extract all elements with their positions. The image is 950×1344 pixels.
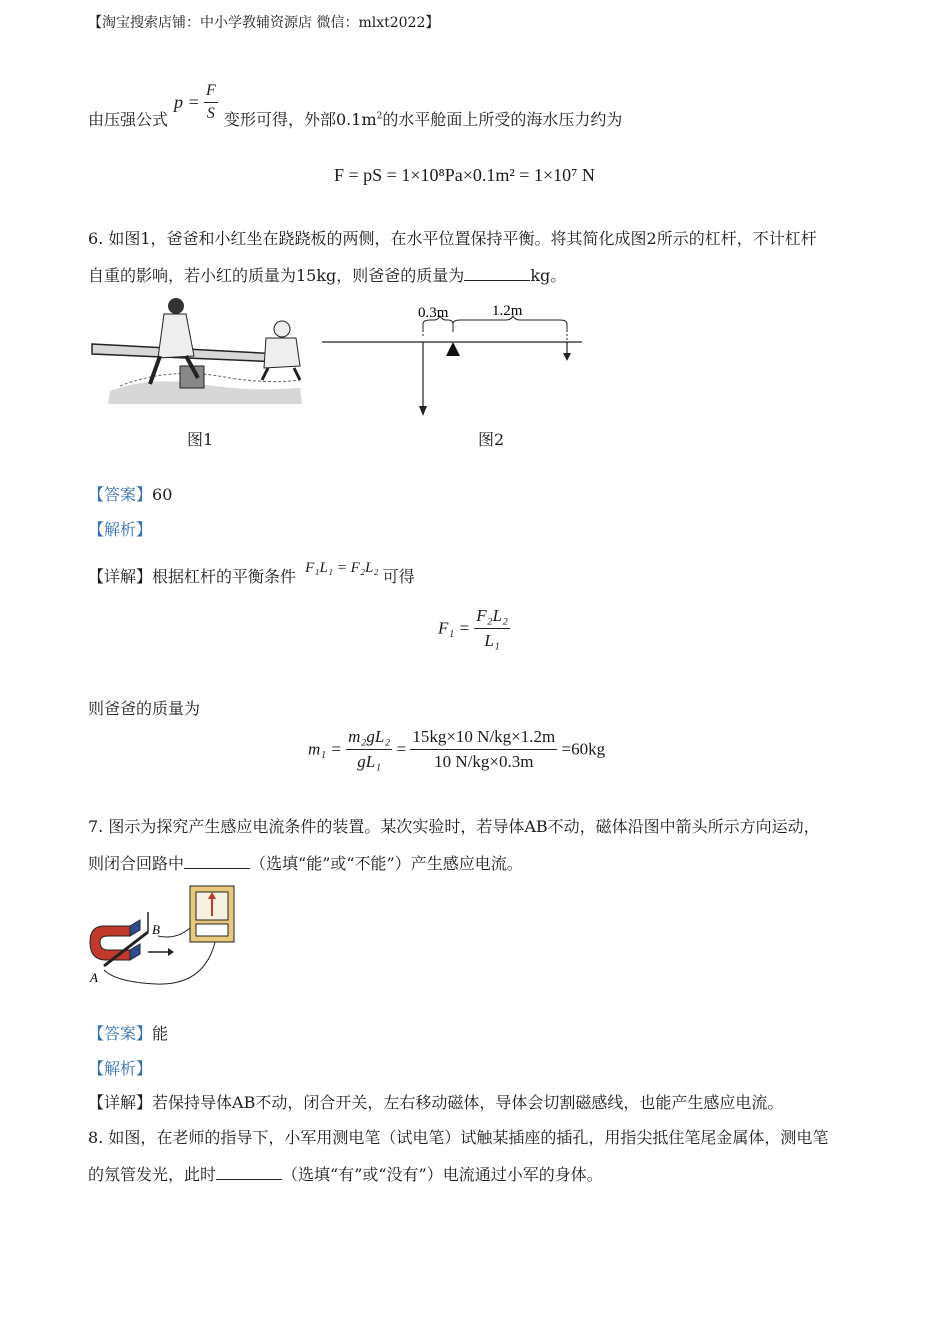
- figure-2-lever: [320, 298, 590, 422]
- q8-answer-blank: [216, 1178, 282, 1180]
- lever-diagram: [320, 298, 590, 422]
- mass-denominator-1: gL₁: [357, 752, 382, 771]
- mass-formula: [308, 727, 605, 772]
- mass-result: =60kg: [561, 739, 606, 759]
- intro-formula-numerator: F: [204, 82, 218, 103]
- q6-line2b: kg。: [530, 266, 567, 285]
- seesaw-illustration: [90, 296, 310, 406]
- mass-numerator-2: 15kg×10 N/kg×1.2m: [410, 727, 557, 750]
- q7-detail: [88, 1090, 783, 1113]
- intro-formula-lhs: p =: [174, 92, 200, 112]
- intro-formula-denominator: S: [206, 105, 215, 122]
- mass-lhs: m₁ =: [308, 739, 342, 759]
- conductor-ab: [104, 932, 148, 966]
- q7-figure: [86, 882, 246, 988]
- mass-numerator-1: m₂gL₂: [346, 727, 392, 750]
- q8-line2b: （选填“有”或“没有”）电流通过小军的身体。: [282, 1165, 603, 1184]
- figure-1-caption: 图1: [187, 430, 214, 449]
- q8-line2: [88, 1162, 603, 1185]
- q6-detail-label: 【详解】: [88, 567, 153, 586]
- q7-line2b: （选填“能”或“不能”）产生感应电流。: [250, 854, 523, 873]
- q6-balance-eq: F₁L₁ = F₂L₂: [305, 560, 379, 576]
- intro-text: [224, 107, 622, 130]
- intro-sup: 2: [376, 111, 383, 122]
- dim-left-label: 0.3m: [418, 305, 449, 321]
- q6-answer-blank: [464, 279, 530, 281]
- q7-detail-label: 【详解】: [88, 1093, 153, 1112]
- q6-mass-text: 则爸爸的质量为: [88, 699, 201, 718]
- mass-denominator-2: 10 N/kg×0.3m: [434, 752, 534, 771]
- label-b: B: [152, 922, 160, 937]
- page-header: 【淘宝搜索店铺：中小学教辅资源店 微信：mlxt2022】: [88, 15, 440, 31]
- induction-apparatus: [86, 882, 246, 988]
- label-a: A: [90, 970, 98, 985]
- f1-fraction: [474, 606, 510, 651]
- intro-prefix: 由压强公式: [88, 110, 169, 129]
- q8-line1: 8. 如图，在老师的指导下，小军用测电笔（试电笔）试触某插座的插孔，用指尖抵住笔尾金属体，测电笔: [88, 1128, 829, 1147]
- q6-detail-suffix: 可得: [382, 567, 415, 586]
- q8-line2a: 的氖管发光，此时: [88, 1165, 217, 1184]
- f1-formula: [438, 606, 510, 651]
- q6-detail-text: 根据杠杆的平衡条件: [152, 567, 297, 586]
- q7-answer: [88, 1021, 168, 1044]
- q6-answer: [88, 482, 172, 505]
- magnet-icon: [90, 926, 130, 960]
- q7-answer-label: 【答案】: [88, 1024, 153, 1043]
- mass-equals: =: [396, 739, 407, 759]
- f1-denominator: L₁: [484, 631, 500, 650]
- figure-1-seesaw: [90, 296, 310, 406]
- figure-2-caption: 图2: [478, 430, 505, 449]
- fulcrum-icon: [446, 342, 460, 356]
- dim-right-label: 1.2m: [492, 303, 523, 319]
- q7-answer-value: 能: [152, 1024, 169, 1043]
- q6-line1: 6. 如图1，爸爸和小红坐在跷跷板的两侧，在水平位置保持平衡。将其简化成图2所示的杠杆，不计杠杆: [88, 229, 817, 248]
- q7-detail-text: 若保持导体AB不动，闭合开关，左右移动磁体，导体会切割磁感线，也能产生感应电流。: [152, 1093, 784, 1112]
- mass-fraction-1: [346, 727, 392, 772]
- f1-lhs: F₁ =: [438, 618, 471, 638]
- f1-numerator: F₂L₂: [474, 606, 510, 629]
- intro-text-1: 变形可得，外部0.1m: [224, 110, 377, 129]
- intro-formula-fraction: [204, 82, 218, 123]
- q6-line2a: 自重的影响，若小红的质量为15kg，则爸爸的质量为: [88, 266, 465, 285]
- q6-analysis-label: 【解析】: [88, 520, 153, 539]
- q7-answer-blank: [184, 867, 250, 869]
- q7-line1: 7. 图示为探究产生感应电流条件的装置。某次实验时，若导体AB不动，磁体沿图中箭头所示方向运动，: [88, 817, 820, 836]
- q6-answer-label: 【答案】: [88, 485, 153, 504]
- q6-line2: [88, 263, 566, 286]
- q7-analysis-label: 【解析】: [88, 1059, 153, 1078]
- q6-answer-value: 60: [152, 485, 173, 504]
- q7-line2a: 则闭合回路中: [88, 854, 185, 873]
- force-equation: F = pS = 1×10⁸Pa×0.1m² = 1×10⁷ N: [334, 165, 595, 185]
- mass-fraction-2: [410, 727, 557, 772]
- q6-detail: [88, 560, 415, 587]
- intro-text-2: 的水平舱面上所受的海水压力约为: [382, 110, 623, 129]
- q7-line2: [88, 851, 523, 874]
